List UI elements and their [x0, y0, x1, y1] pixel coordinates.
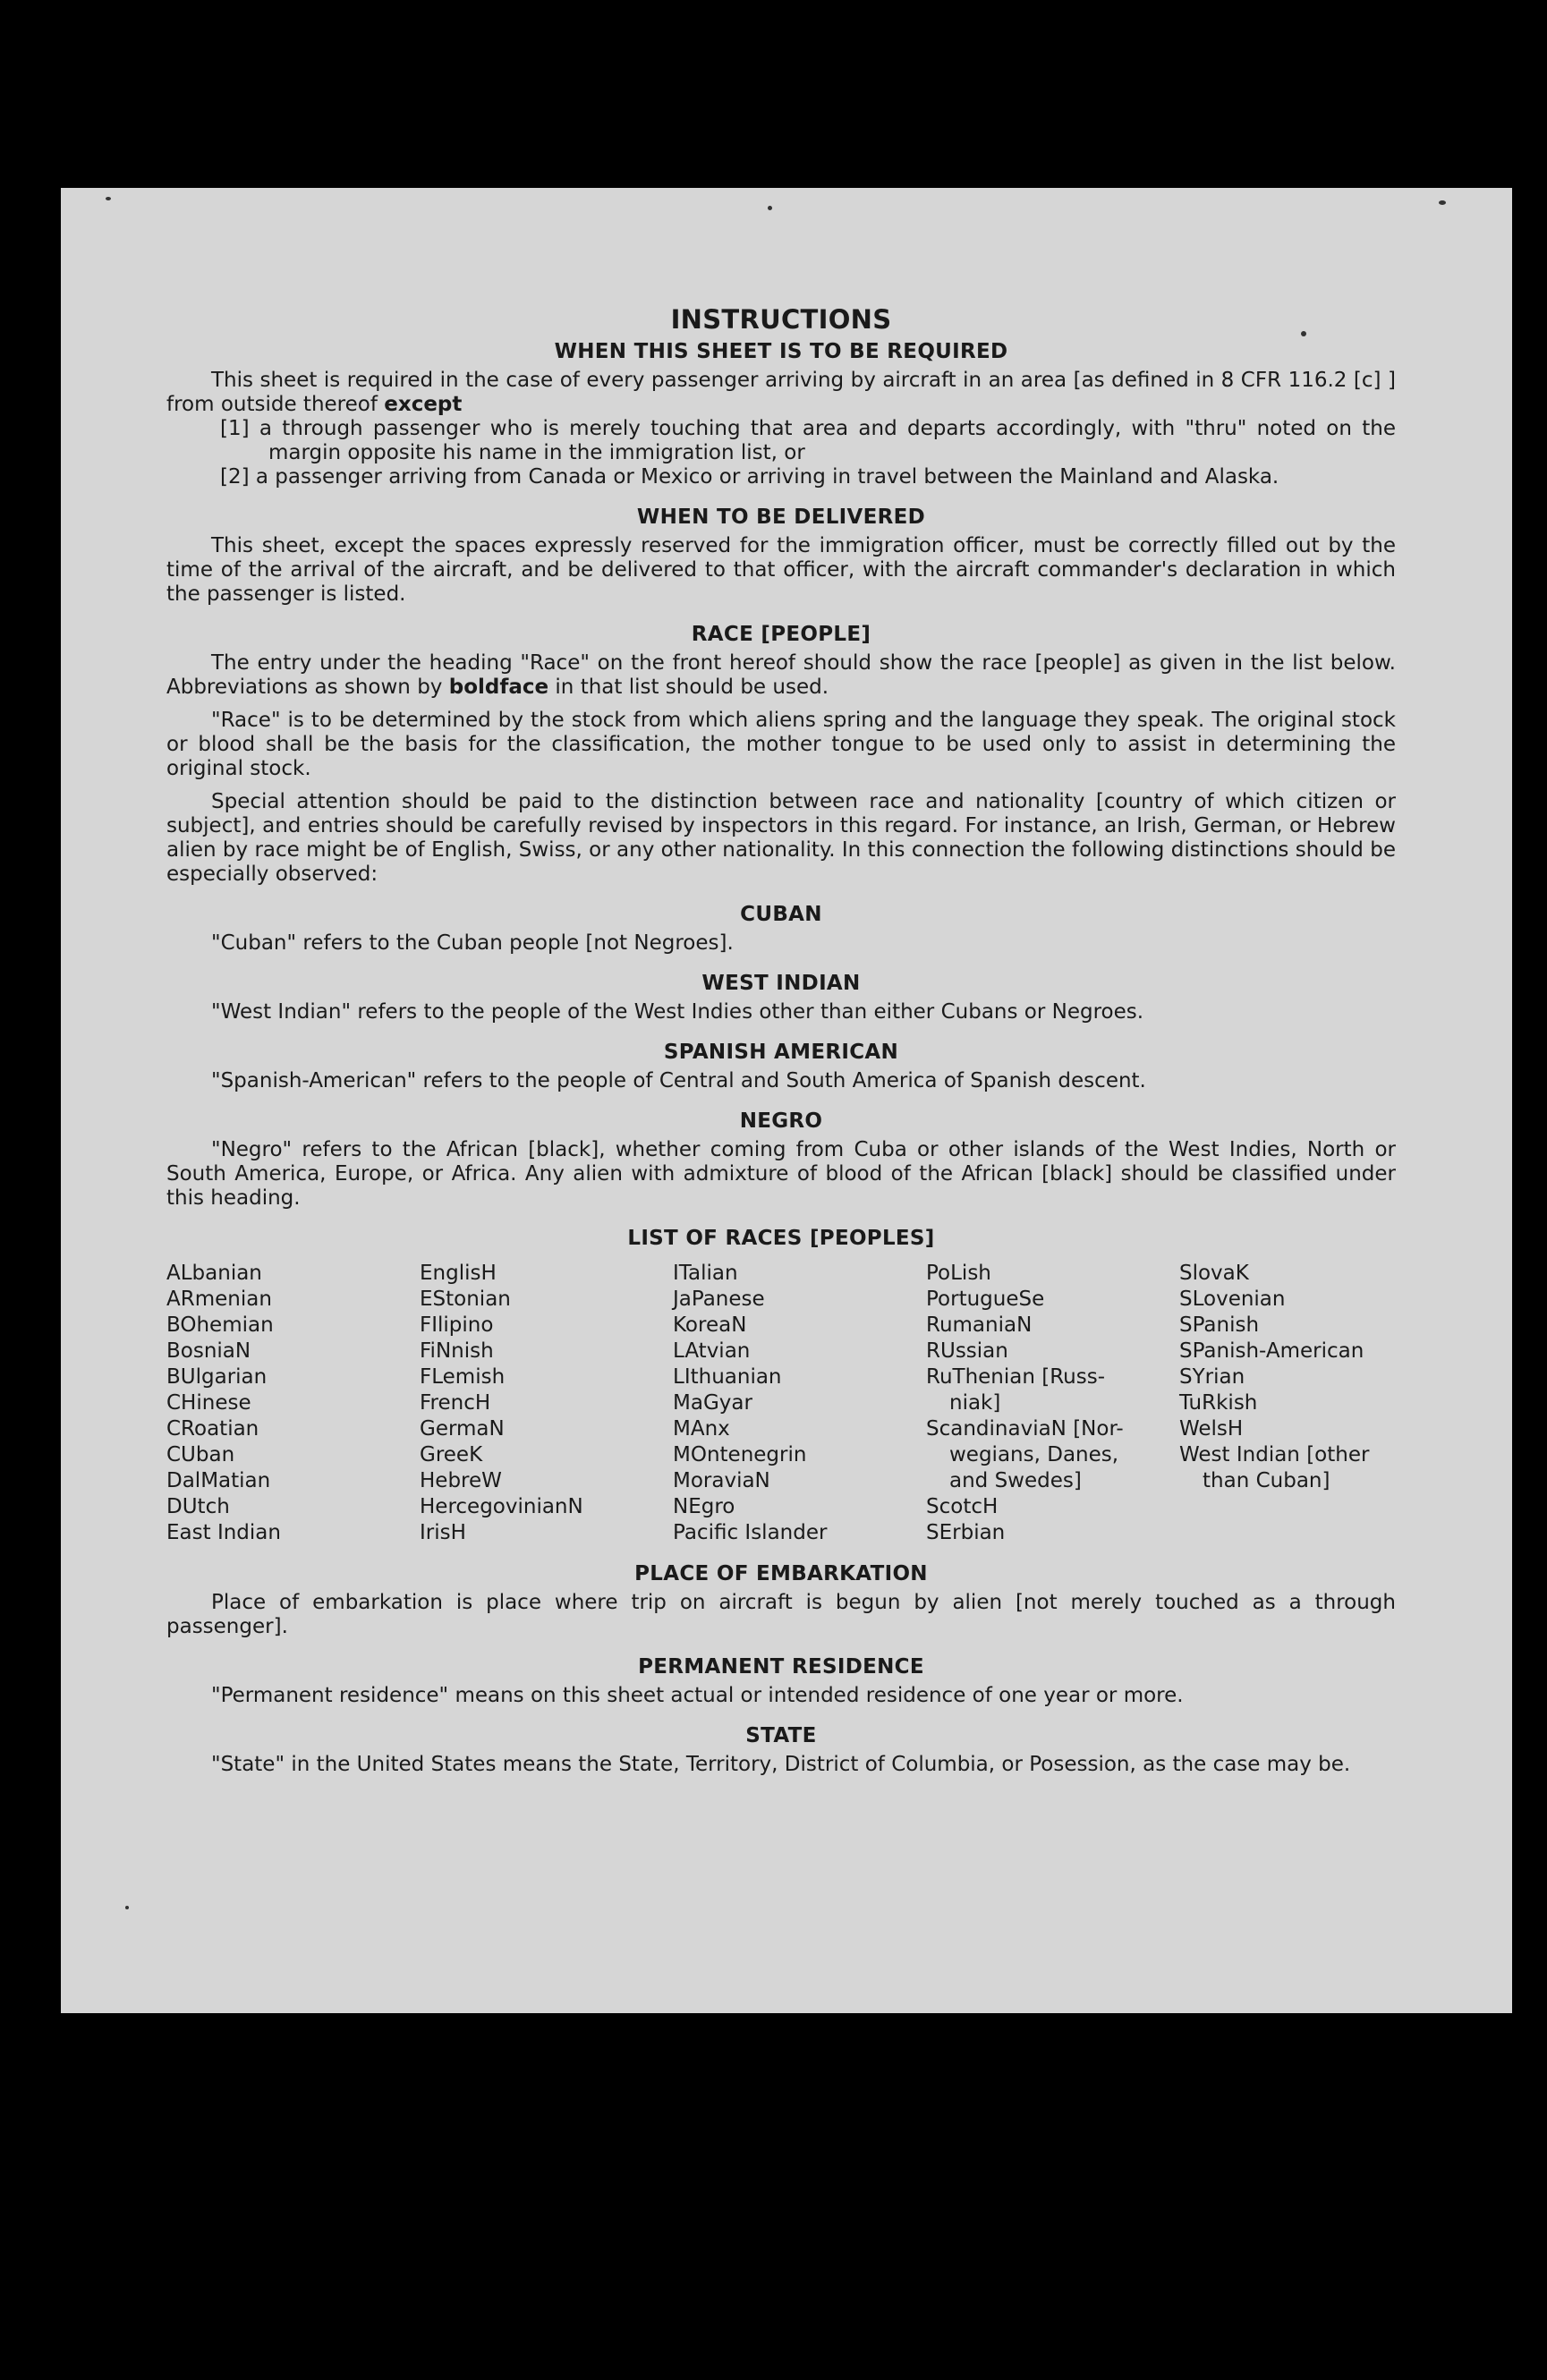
section-west-indian — [166, 972, 1396, 1024]
race-entry: DalMatian — [166, 1469, 271, 1492]
section-heading: WHEN THIS SHEET IS TO BE REQUIRED — [554, 340, 1008, 363]
paragraph: Place of embarkation is place where trip on aircraft is begun by alien [not merely touched as a through passenger]. — [166, 1591, 1396, 1638]
section-cuban — [166, 903, 1396, 956]
section-heading: SPANISH AMERICAN — [663, 1041, 899, 1064]
race-entry: JaPanese — [673, 1288, 765, 1311]
section-list-of-races — [166, 1227, 1396, 1546]
page-title: INSTRUCTIONS — [670, 304, 892, 335]
races-column-5 — [1179, 1261, 1403, 1546]
race-entry: RumaniaN — [926, 1313, 1033, 1337]
race-entry: MaGyar — [673, 1391, 752, 1415]
section-place-of-embarkation — [166, 1562, 1396, 1639]
paragraph: "Cuban" refers to the Cuban people [not Negroes]. — [211, 931, 734, 955]
race-entry: CUban — [166, 1443, 235, 1466]
race-entry: CRoatian — [166, 1417, 259, 1441]
scan-speck — [1439, 200, 1446, 205]
race-entry: BUlgarian — [166, 1365, 268, 1389]
instruction-sheet — [61, 188, 1512, 2013]
section-heading: LIST OF RACES [PEOPLES] — [627, 1227, 935, 1250]
race-entry: HercegovinianN — [420, 1495, 583, 1518]
scan-speck — [106, 197, 111, 200]
paragraph: "State" in the United States means the State, Territory, District of Columbia, or Posession, as the case may be. — [211, 1753, 1351, 1776]
race-entry: WelsH — [1179, 1417, 1244, 1441]
paragraph: "Permanent residence" means on this sheet actual or intended residence of one year or more. — [211, 1684, 1184, 1707]
races-table — [166, 1261, 1396, 1546]
race-entry: SYrian — [1179, 1365, 1245, 1389]
races-column-1 — [166, 1261, 420, 1546]
section-when-delivered — [166, 506, 1396, 607]
race-entry: ITalian — [673, 1262, 738, 1285]
section-heading: PLACE OF EMBARKATION — [634, 1562, 928, 1585]
race-entry: EnglisH — [420, 1262, 497, 1285]
section-race — [166, 623, 1396, 887]
race-entry: FrencH — [420, 1391, 491, 1415]
race-entry: East Indian — [166, 1521, 281, 1544]
scan-speck — [768, 206, 772, 210]
race-entry-continuation: than Cuban] — [1203, 1469, 1330, 1492]
race-entry: ScandinaviaN [Nor- — [926, 1417, 1124, 1441]
section-heading: RACE [PEOPLE] — [691, 623, 871, 646]
race-entry: MoraviaN — [673, 1469, 770, 1492]
scan-speck — [1301, 331, 1306, 336]
race-entry: LIthuanian — [673, 1365, 782, 1389]
race-entry: MAnx — [673, 1417, 730, 1441]
race-entry: SPanish — [1179, 1313, 1260, 1337]
race-entry: TuRkish — [1179, 1391, 1258, 1415]
race-entry: MOntenegrin — [673, 1443, 807, 1466]
paragraph: "Negro" refers to the African [black], whether coming from Cuba or other islands of the West Indies, North or South America, Europe, or Africa. Any alien with admixture of blood of the African [black] should be classified under this heading. — [166, 1138, 1396, 1210]
race-entry: GreeK — [420, 1443, 483, 1466]
race-entry: HebreW — [420, 1469, 502, 1492]
race-entry: West Indian [other — [1179, 1443, 1370, 1466]
race-entry: LAtvian — [673, 1339, 751, 1363]
section-heading: WEST INDIAN — [701, 972, 861, 995]
section-state — [166, 1724, 1396, 1777]
race-entry: ARmenian — [166, 1288, 272, 1311]
race-entry: ALbanian — [166, 1262, 262, 1285]
paragraph: "Race" is to be determined by the stock from which aliens spring and the language they speak. The original stock or blood shall be the basis for the classification, the mother tongue to be used only to assist in determining the original stock. — [166, 709, 1396, 780]
paragraph: The entry under the heading "Race" on the front hereof should show the race [people] as given in the list below. Abbreviations as shown by boldface in that list should be used. — [166, 651, 1396, 699]
list-item: [1] a through passenger who is merely touching that area and departs accordingly, with "thru" noted on the margin opposite his name in the immigration list, or — [220, 417, 1396, 464]
races-column-4 — [926, 1261, 1179, 1546]
race-entry-continuation: and Swedes] — [949, 1469, 1082, 1492]
race-entry: Pacific Islander — [673, 1521, 828, 1544]
race-entry: NEgro — [673, 1495, 735, 1518]
race-entry: FIlipino — [420, 1313, 494, 1337]
race-entry: BOhemian — [166, 1313, 274, 1337]
race-entry: CHinese — [166, 1391, 251, 1415]
race-entry: BosniaN — [166, 1339, 251, 1363]
section-heading: NEGRO — [739, 1109, 823, 1133]
section-when-required — [166, 340, 1396, 489]
races-column-2 — [420, 1261, 673, 1546]
race-entry: FLemish — [420, 1365, 506, 1389]
race-entry: RUssian — [926, 1339, 1008, 1363]
race-entry: IrisH — [420, 1521, 466, 1544]
scan-speck — [125, 1906, 129, 1909]
paragraph: Special attention should be paid to the distinction between race and nationality [country of which citizen or subject], and entries should be carefully revised by inspectors in this regard. For instance, an Irish, German, or Hebrew alien by race might be of English, Swiss, or any other nationality. In this connection the following distinctions should be especially observed: — [166, 790, 1396, 886]
section-heading: WHEN TO BE DELIVERED — [636, 506, 926, 529]
paragraph: "Spanish-American" refers to the people of Central and South America of Spanish descent. — [211, 1069, 1146, 1092]
section-permanent-residence — [166, 1655, 1396, 1708]
paragraph: This sheet, except the spaces expressly reserved for the immigration officer, must be correctly filled out by the time of the arrival of the aircraft, and be delivered to that officer, with the aircraft commander's declaration in which the passenger is listed. — [166, 534, 1396, 606]
list-item: [2] a passenger arriving from Canada or Mexico or arriving in travel between the Mainland and Alaska. — [220, 465, 1279, 489]
race-entry: SlovaK — [1179, 1262, 1249, 1285]
race-entry: PortugueSe — [926, 1288, 1045, 1311]
race-entry: FiNnish — [420, 1339, 494, 1363]
race-entry: EStonian — [420, 1288, 511, 1311]
section-negro — [166, 1109, 1396, 1211]
race-entry-continuation: niak] — [949, 1391, 1001, 1415]
section-heading: CUBAN — [740, 903, 822, 926]
race-entry: RuThenian [Russ- — [926, 1365, 1106, 1389]
race-entry: GermaN — [420, 1417, 505, 1441]
race-entry-continuation: wegians, Danes, — [949, 1443, 1119, 1466]
paragraph: "West Indian" refers to the people of the West Indies other than either Cubans or Negroes. — [211, 1000, 1144, 1024]
race-entry: PoLish — [926, 1262, 991, 1285]
section-spanish-american — [166, 1041, 1396, 1093]
race-entry: SErbian — [926, 1521, 1006, 1544]
races-column-3 — [673, 1261, 926, 1546]
race-entry: SPanish-American — [1179, 1339, 1364, 1363]
race-entry: SLovenian — [1179, 1288, 1286, 1311]
section-heading: STATE — [745, 1724, 817, 1747]
race-entry: ScotcH — [926, 1495, 999, 1518]
race-entry: DUtch — [166, 1495, 230, 1518]
race-entry: KoreaN — [673, 1313, 747, 1337]
section-heading: PERMANENT RESIDENCE — [638, 1655, 924, 1679]
paragraph: This sheet is required in the case of every passenger arriving by aircraft in an area [as defined in 8 CFR 116.2 [c] ] from outside thereof except — [166, 369, 1396, 416]
